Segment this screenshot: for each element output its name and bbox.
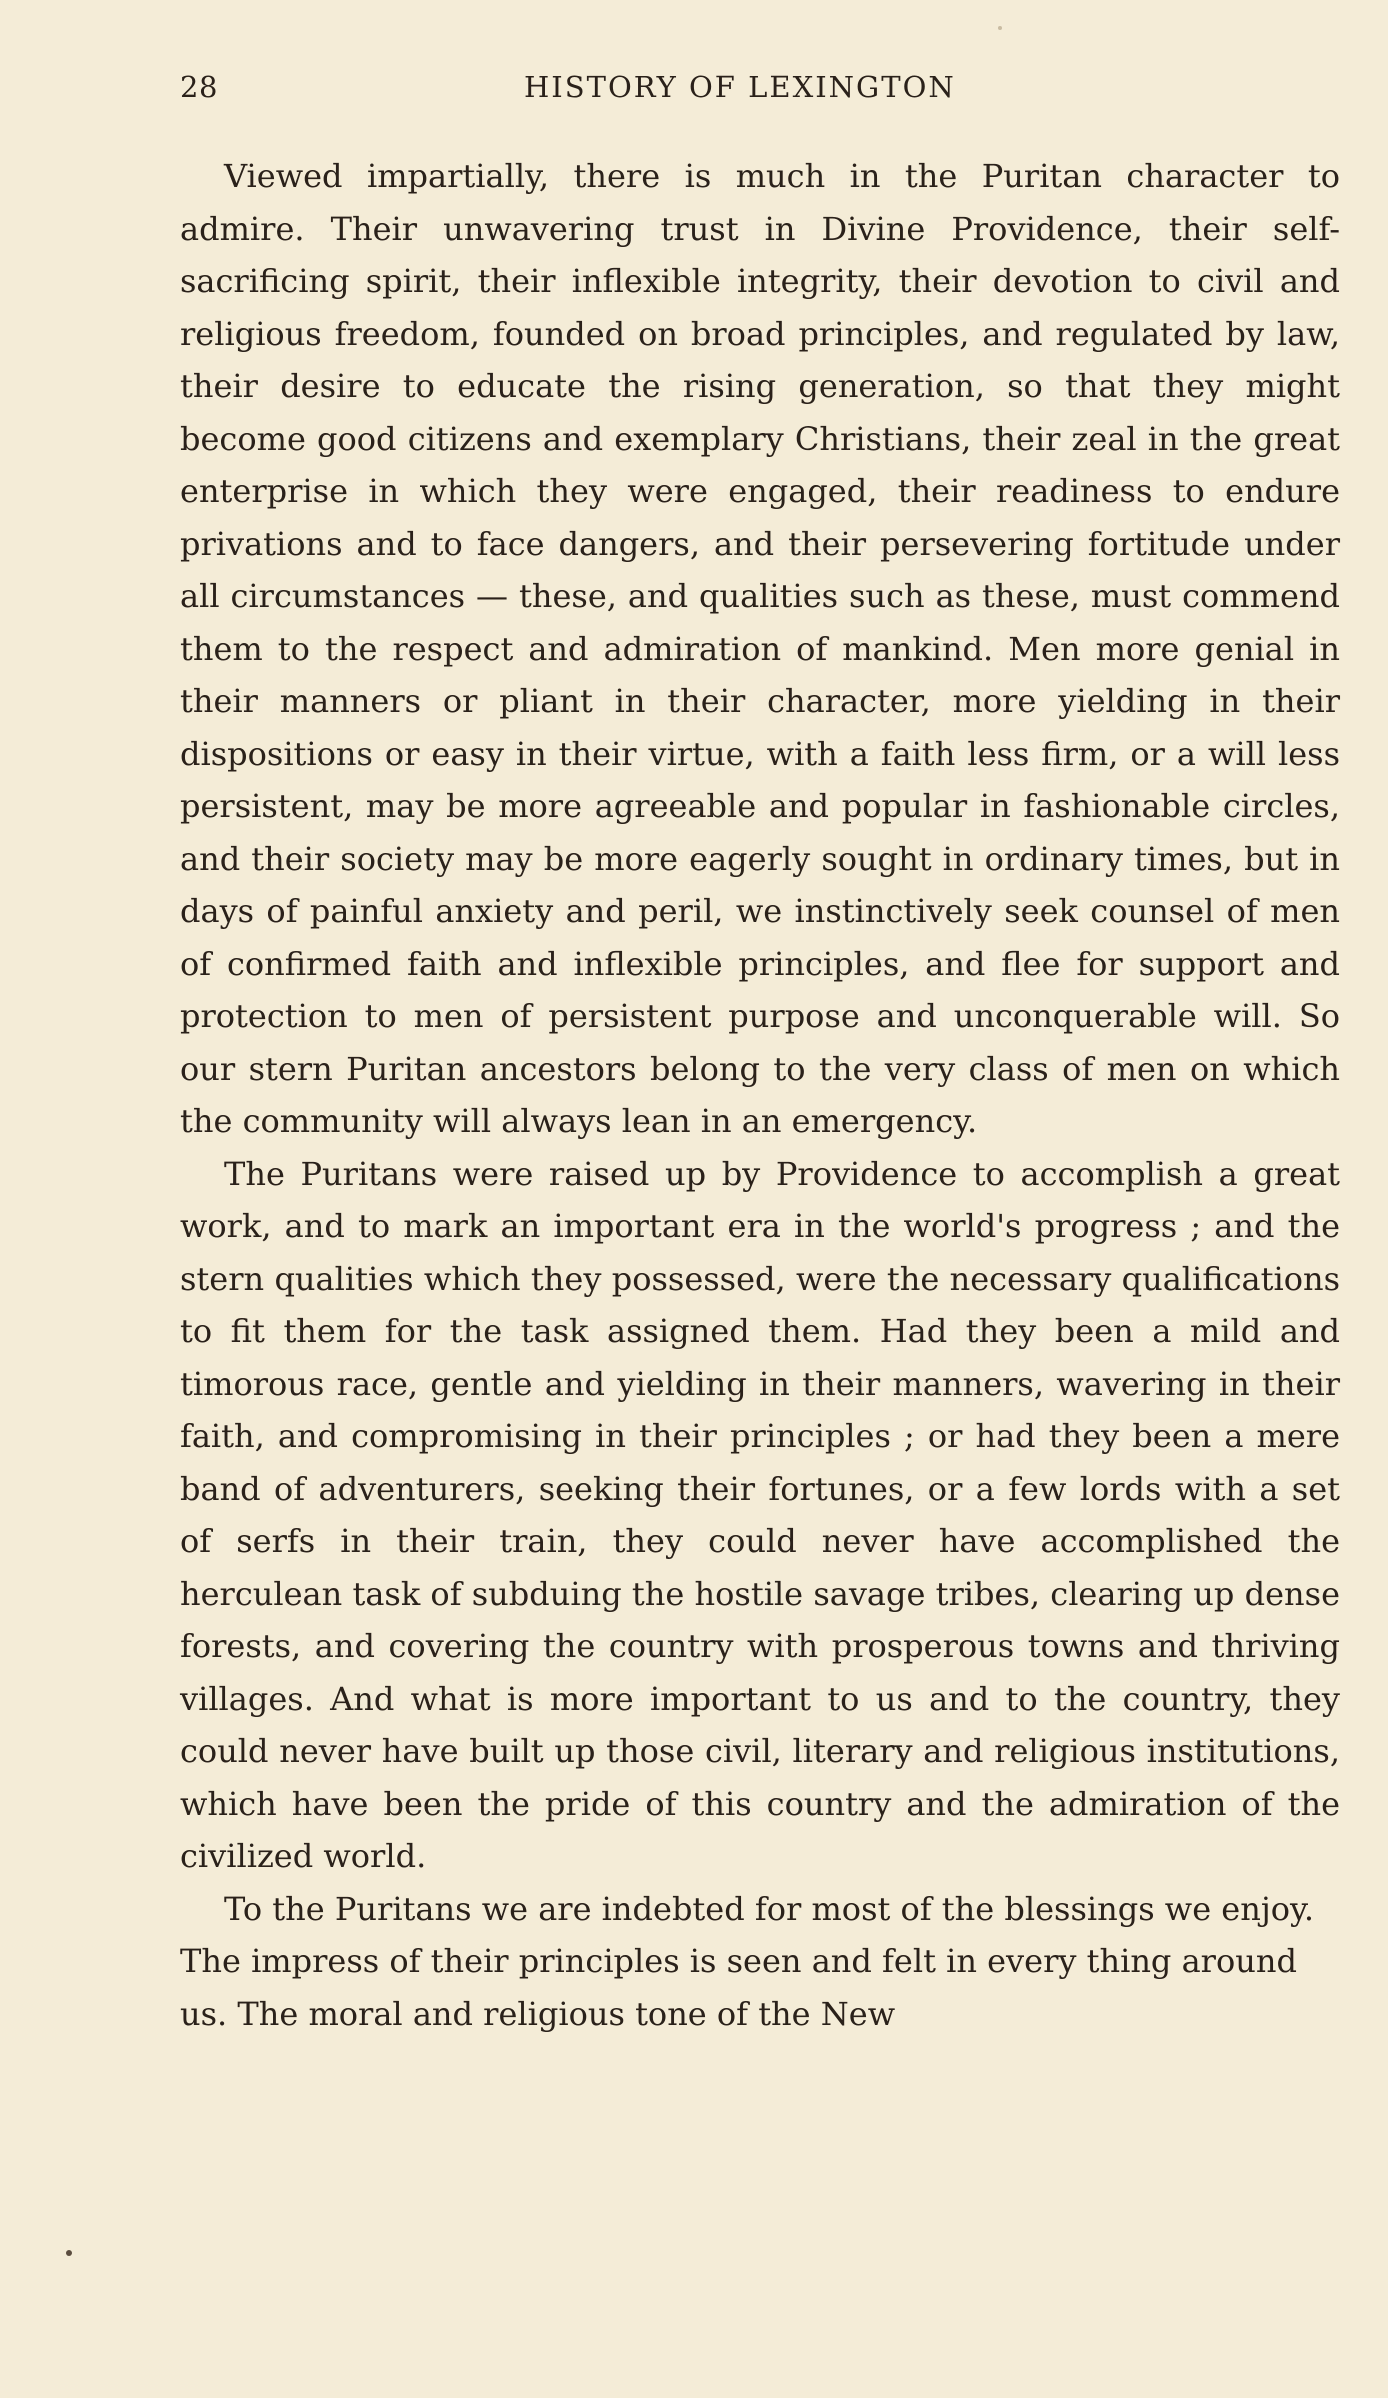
paragraph: To the Puritans we are indebted for most of the blessings we enjoy. The impress of their principles is seen and felt in every thing around us. The moral and religious tone of the New (180, 1889, 1315, 2033)
page-number: 28 (180, 70, 218, 104)
running-header (180, 64, 1340, 116)
paper-speck (66, 2250, 72, 2256)
running-title: HISTORY OF LEXINGTON (524, 70, 956, 104)
paper-speck (998, 26, 1002, 30)
paragraph: The Puritans were raised up by Providence to accomplish a great work, and to mark an important era in the world's progress ; and the stern qualities which they possessed, were the necessary qualifications to fit them for the task assigned them. Had they been a mild and timorous race, gentle and yielding in their manners, wavering in their faith, and compromising in their principles ; or had they been a mere band of adventurers, seeking their fortunes, or a few lords with a set of serfs in their train, they could never have accomplished the herculean task of subduing the hostile savage tribes, clearing up dense forests, and covering the country with prosperous towns and thriving villages. And what is more important to us and to the country, they could never have built up those civil, literary and religious institutions, which have been the pride of this country and the admiration of the civilized world. (180, 1154, 1340, 1875)
paragraph: Viewed impartially, there is much in the Puritan character to admire. Their unwavering trust in Divine Providence, their self-sacrificing spirit, their inflexible integrity, their devotion to civil and religious freedom, founded on broad principles, and regulated by law, their desire to educate the rising generation, so that they might become good citizens and exemplary Christians, their zeal in the great enterprise in which they were engaged, their readiness to endure privations and to face dangers, and their persevering fortitude under all circumstances — these, and qualities such as these, must commend them to the respect and admiration of mankind. Men more genial in their manners or pliant in their character, more yielding in their dispositions or easy in their virtue, with a faith less firm, or a will less persistent, may be more agreeable and popular in fashionable circles, and their society may be more eagerly sought in ordinary times, but in days of painful anxiety and peril, we instinctively seek counsel of men of confirmed faith and inflexible principles, and flee for support and protection to men of persistent purpose and unconquerable will. So our stern Puritan ancestors belong to the very class of men on which the community will always lean in an emergency. (180, 157, 1340, 1140)
body-text (180, 150, 1340, 2040)
